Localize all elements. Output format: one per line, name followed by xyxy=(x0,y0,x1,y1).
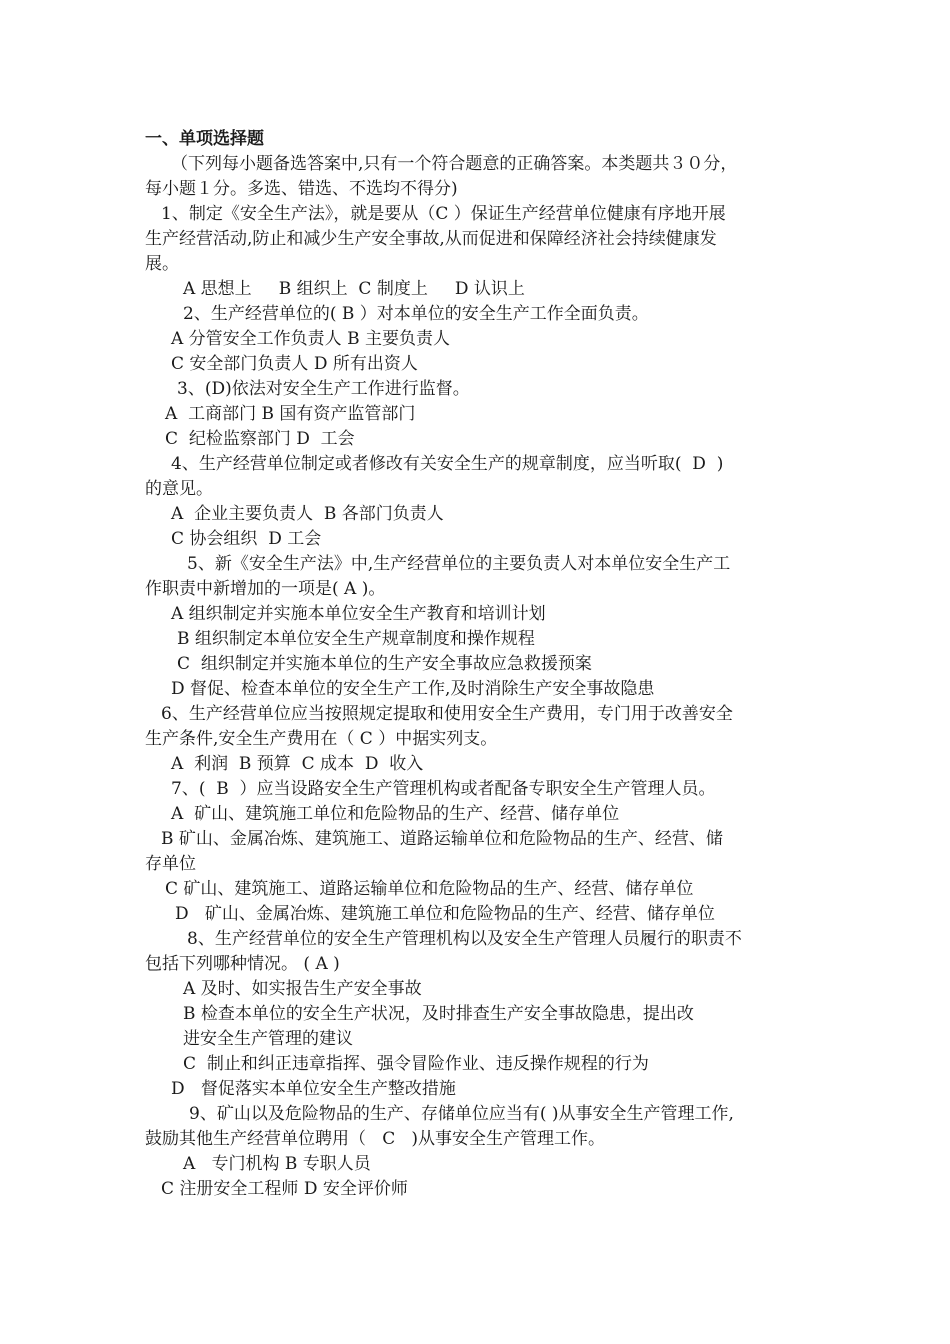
question-6-stem-line-2: 生产条件,安全生产费用在（ C ）中据实列支。 xyxy=(145,729,498,749)
question-1-stem-line-3: 展。 xyxy=(145,254,179,274)
question-7-option-d: D 矿山、金属冶炼、建筑施工单位和危险物品的生产、经营、储存单位 xyxy=(175,904,715,924)
question-6-stem-line-1: 6、生产经营单位应当按照规定提取和使用安全生产费用，专门用于改善安全 xyxy=(161,704,733,724)
question-7-option-c: C 矿山、建筑施工、道路运输单位和危险物品的生产、经营、储存单位 xyxy=(165,879,694,899)
document-content xyxy=(145,127,810,1202)
instructions-line-2: 每小题１分。多选、错选、不选均不得分) xyxy=(145,179,458,199)
question-2-stem: 2、生产经营单位的( B ）对本单位的安全生产工作全面负责。 xyxy=(183,304,649,324)
question-2-options-ab: A 分管安全工作负责人 B 主要负责人 xyxy=(171,329,450,349)
question-1-stem-line-2: 生产经营活动,防止和减少生产安全事故,从而促进和保障经济社会持续健康发 xyxy=(145,229,717,249)
question-5-stem-line-2: 作职责中新增加的一项是( A )。 xyxy=(145,579,386,599)
question-7-stem: 7、( B ）应当设路安全生产管理机构或者配备专职安全生产管理人员。 xyxy=(171,779,716,799)
question-5-stem-line-1: 5、新《安全生产法》中,生产经营单位的主要负责人对本单位安全生产工 xyxy=(187,554,731,574)
question-5-option-b: B 组织制定本单位安全生产规章制度和操作规程 xyxy=(177,629,535,649)
question-4-options-cd: C 协会组织 D 工会 xyxy=(171,529,322,549)
question-8-option-b-line-2: 进安全生产管理的建议 xyxy=(183,1029,353,1049)
question-9-stem-line-1: 9、矿山以及危险物品的生产、存储单位应当有( )从事安全生产管理工作, xyxy=(189,1104,734,1124)
question-8-option-d: D 督促落实本单位安全生产整改措施 xyxy=(171,1079,456,1099)
question-4-stem-line-1: 4、生产经营单位制定或者修改有关安全生产的规章制度，应当听取( D ) xyxy=(171,454,724,474)
question-3-options-cd: C 纪检监察部门 D 工会 xyxy=(165,429,355,449)
question-5-option-c: C 组织制定并实施本单位的生产安全事故应急救援预案 xyxy=(177,654,592,674)
question-8-option-c: C 制止和纠正违章指挥、强令冒险作业、违反操作规程的行为 xyxy=(183,1054,649,1074)
question-6-options: A 利润 B 预算 C 成本 D 收入 xyxy=(171,754,424,774)
question-1-stem-line-1: 1、制定《安全生产法》，就是要从（C ）保证生产经营单位健康有序地开展 xyxy=(161,204,726,224)
question-7-option-b-line-2: 存单位 xyxy=(145,854,196,874)
question-4-stem-line-2: 的意见。 xyxy=(145,479,213,499)
question-2-options-cd: C 安全部门负责人 D 所有出资人 xyxy=(171,354,418,374)
question-5-option-d: D 督促、检查本单位的安全生产工作,及时消除生产安全事故隐患 xyxy=(171,679,655,699)
question-7-option-b-line-1: B 矿山、金属冶炼、建筑施工、道路运输单位和危险物品的生产、经营、储 xyxy=(161,829,723,849)
instructions-line-1: （下列每小题备选答案中,只有一个符合题意的正确答案。本类题共３０分， xyxy=(171,154,738,174)
question-9-stem-line-2: 鼓励其他生产经营单位聘用（ C )从事安全生产管理工作。 xyxy=(145,1129,606,1149)
question-3-options-ab: A 工商部门 B 国有资产监管部门 xyxy=(165,404,416,424)
section-title: 一、单项选择题 xyxy=(145,129,264,149)
question-4-options-ab: A 企业主要负责人 B 各部门负责人 xyxy=(171,504,444,524)
question-8-stem-line-2: 包括下列哪种情况。 ( A ) xyxy=(145,954,340,974)
question-9-options-ab: A 专门机构 B 专职人员 xyxy=(183,1154,371,1174)
question-9-options-cd: C 注册安全工程师 D 安全评价师 xyxy=(161,1179,408,1199)
question-7-option-a: A 矿山、建筑施工单位和危险物品的生产、经营、储存单位 xyxy=(171,804,620,824)
question-8-option-a: A 及时、如实报告生产安全事故 xyxy=(183,979,422,999)
question-8-option-b-line-1: B 检查本单位的安全生产状况，及时排查生产安全事故隐患，提出改 xyxy=(183,1004,694,1024)
question-3-stem: 3、(D)依法对安全生产工作进行监督。 xyxy=(177,379,470,399)
question-1-options: A 思想上 B 组织上 C 制度上 D 认识上 xyxy=(183,279,525,299)
question-8-stem-line-1: 8、生产经营单位的安全生产管理机构以及安全生产管理人员履行的职责不 xyxy=(187,929,742,949)
question-5-option-a: A 组织制定并实施本单位安全生产教育和培训计划 xyxy=(171,604,546,624)
